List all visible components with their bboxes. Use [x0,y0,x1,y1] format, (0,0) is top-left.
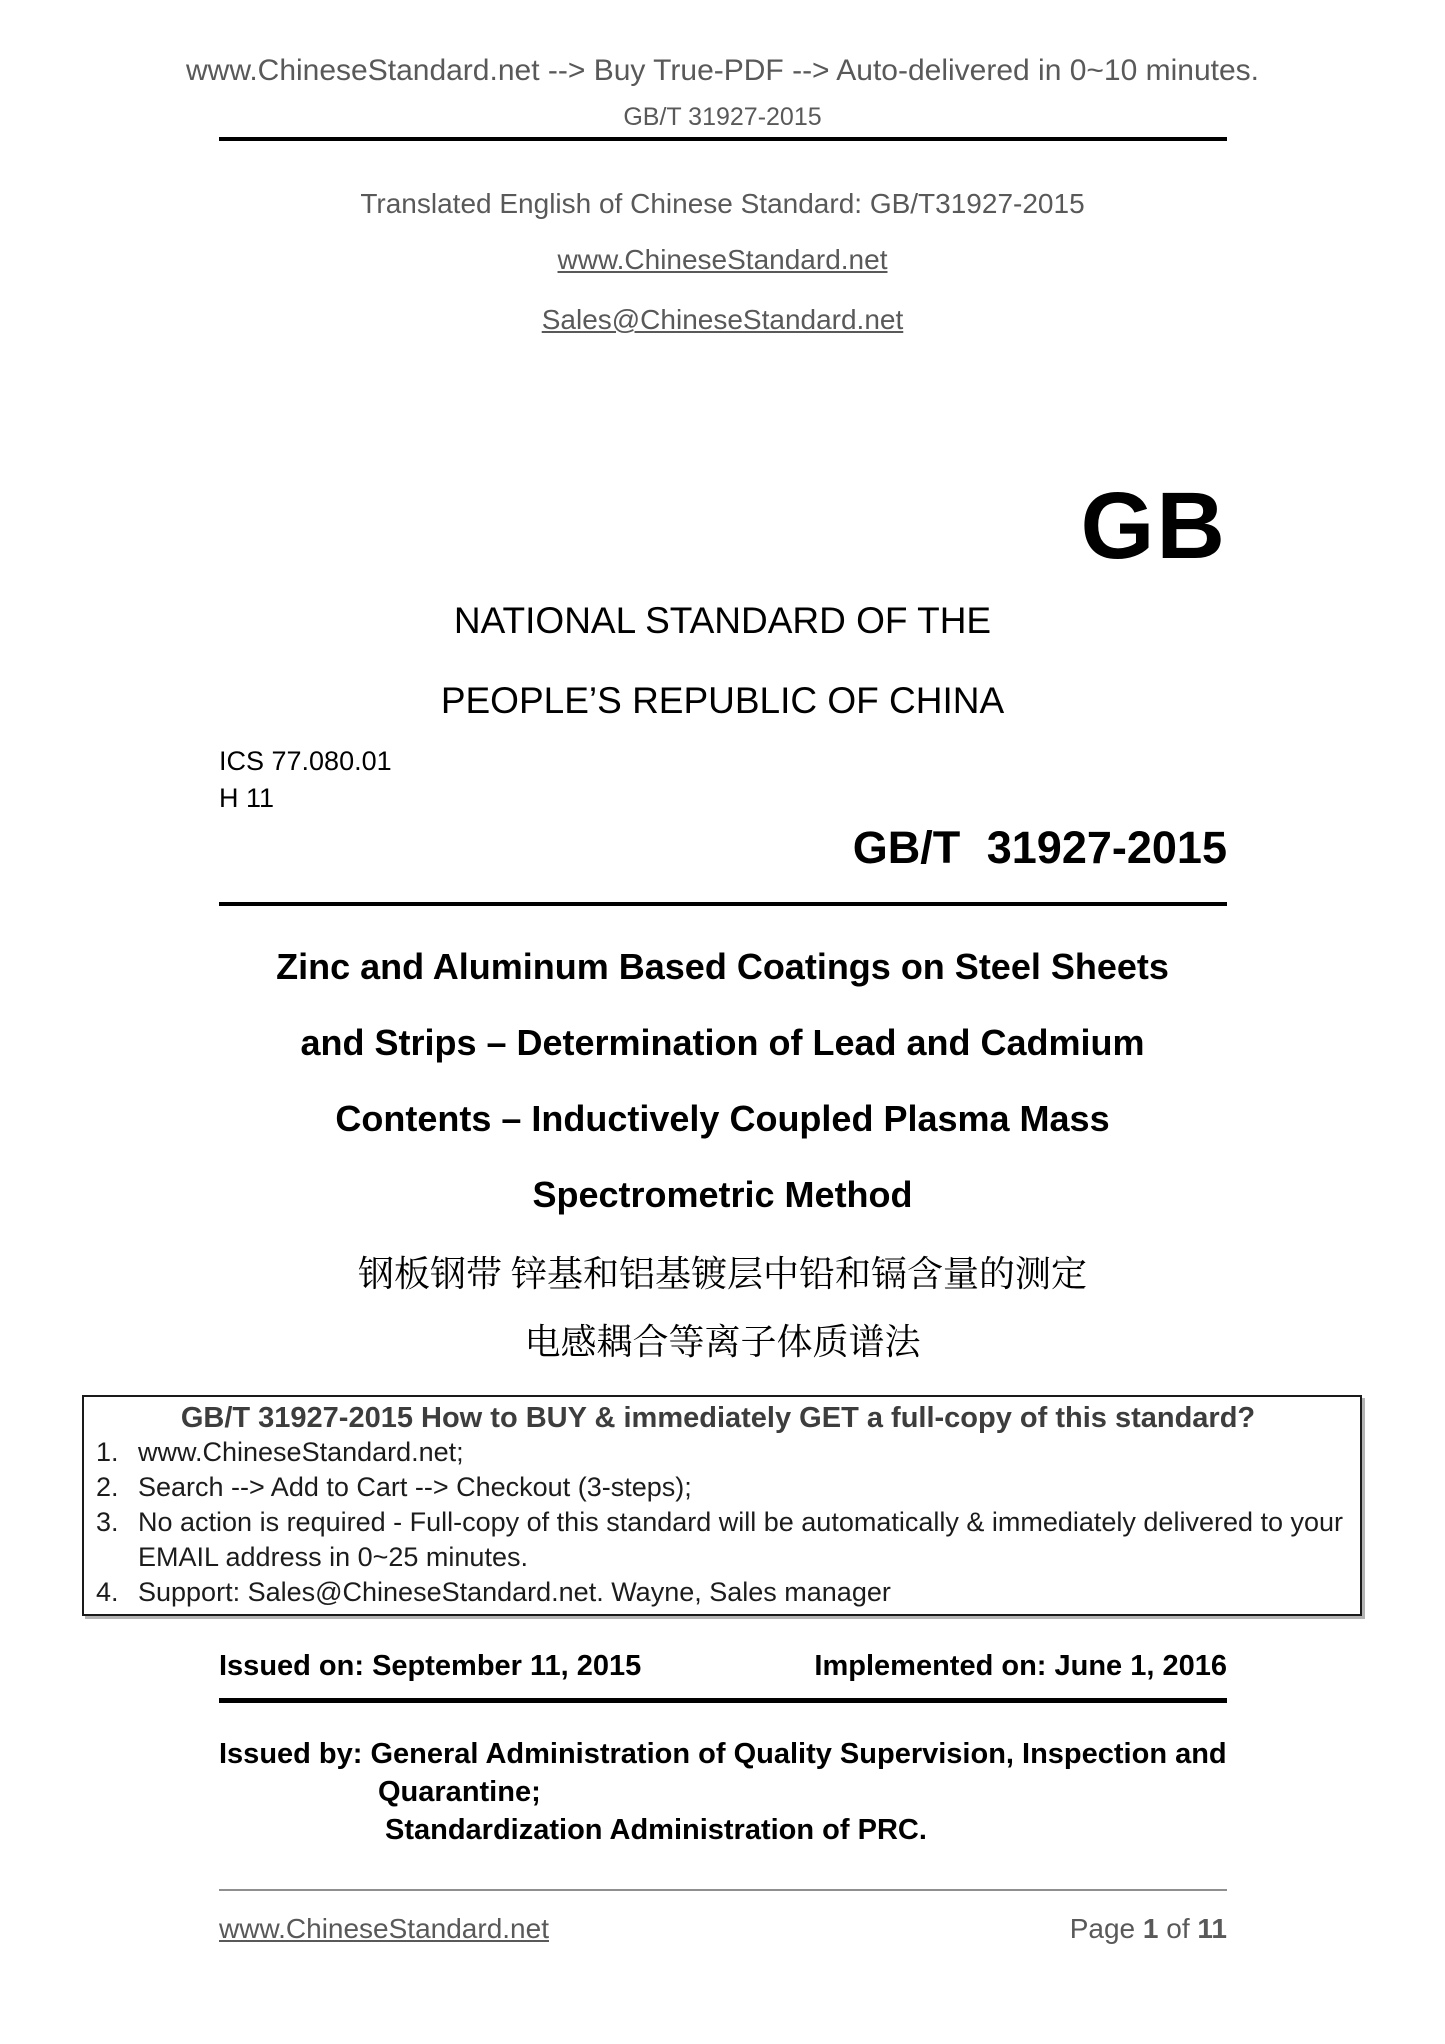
page-indicator [1070,1911,1227,1947]
chinese-title-line-1: 钢板钢带 锌基和铝基镀层中铅和镉含量的测定 [357,1254,1087,1294]
dates-row [219,1650,1227,1682]
buy-instructions-box [82,1395,1362,1616]
buy-step-3-text: No action is required - Full-copy of this standard will be automatically & immediately delivered to your EMAIL address in 0~25 minutes. [138,1507,1344,1572]
buy-step-2-number: 2. [96,1472,119,1502]
issuer-line-3: Standardization Administration of PRC. [385,1814,927,1846]
standard-code: GB/T 31927-2015 [852,822,1227,873]
issued-date: Issued on: September 11, 2015 [219,1650,642,1682]
buy-step-1-text: www.ChineseStandard.net; [138,1437,464,1467]
footer-site-link[interactable]: www.ChineseStandard.net [219,1913,549,1944]
page-current: 1 [1142,1913,1159,1944]
header-divider [219,137,1227,141]
issuer-line-1: Issued by: General Administration of Quality Supervision, Inspection and [219,1738,1227,1770]
class-code: H 11 [219,783,275,813]
title-line-3: Contents – Inductively Coupled Plasma Mass [335,1098,1110,1139]
buy-step-4 [92,1575,1344,1610]
buy-step-2 [92,1470,1344,1505]
ics-code: ICS 77.080.01 [219,746,392,776]
national-standard-line1: NATIONAL STANDARD OF THE [453,600,992,641]
buy-step-2-text: Search --> Add to Cart --> Checkout (3-steps); [138,1472,692,1502]
footer [219,1911,1227,1947]
national-standard-line2: PEOPLE’S REPUBLIC OF CHINA [440,680,1005,721]
title-divider [219,902,1227,906]
issuer-line-2: Quarantine; [378,1776,541,1808]
dates-divider [219,1698,1227,1703]
buy-steps-list [92,1435,1344,1610]
gb-logo: GB [1080,473,1227,579]
title-line-2: and Strips – Determination of Lead and Cadmium [300,1022,1145,1063]
buy-step-4-number: 4. [96,1577,119,1607]
page-word: Page [1069,1913,1136,1944]
buy-step-1-number: 1. [96,1437,119,1467]
buy-step-3 [92,1505,1344,1575]
buy-step-4-text: Support: Sales@ChineseStandard.net. Wayne, Sales manager [138,1577,891,1607]
translated-note: Translated English of Chinese Standard: GB/T31927-2015 [360,188,1085,219]
issuer-block [219,1735,1227,1849]
header-doc-code: GB/T 31927-2015 [623,103,822,131]
site-link[interactable]: www.ChineseStandard.net [557,244,888,275]
email-link[interactable]: Sales@ChineseStandard.net [541,304,904,335]
header-tagline: www.ChineseStandard.net --> Buy True-PDF --> Auto-delivered in 0~10 minutes. [185,54,1260,87]
chinese-title-line-2: 电感耦合等离子体质谱法 [524,1322,921,1362]
buy-step-1 [92,1435,1344,1470]
buy-box-title: GB/T 31927-2015 How to BUY & immediately GET a full-copy of this standard? [180,1402,1256,1434]
title-line-1: Zinc and Aluminum Based Coatings on Steel Sheets [276,946,1169,987]
title-line-4: Spectrometric Method [532,1174,913,1215]
of-word: of [1166,1913,1190,1944]
footer-divider [219,1889,1227,1891]
buy-step-3-number: 3. [96,1507,119,1537]
implemented-date: Implemented on: June 1, 2016 [814,1650,1227,1682]
page-total: 11 [1197,1913,1227,1944]
